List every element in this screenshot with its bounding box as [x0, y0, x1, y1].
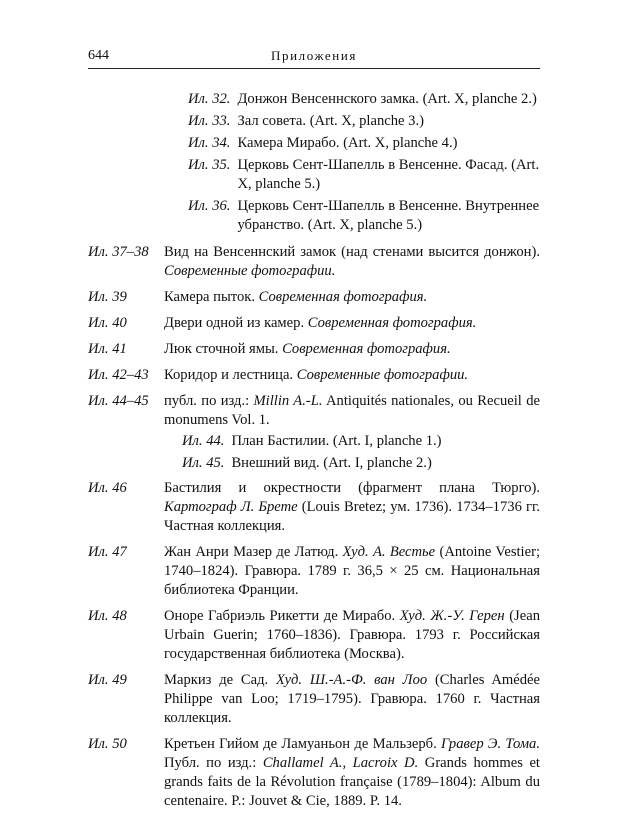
list-item [188, 156, 540, 194]
header-rule [88, 68, 540, 69]
item-text: Вид на Венсеннский замок (над стенами высится донжон). Современные фотографии. [164, 244, 540, 279]
illustration-list [88, 90, 540, 818]
item-text: План Бастилии. (Art. I, planche 1.) [231, 433, 442, 449]
item-text: Маркиз де Сад. Худ. Ш.-А.-Ф. ван Лоо (Charles Amédée Philippe van Loo; 1719–1795). Гравюра. 1760 г. Частная коллекция. [164, 672, 540, 726]
item-label: Ил. 44–45 [88, 393, 149, 409]
list-item [88, 366, 540, 385]
item-label: Ил. 32. [188, 91, 231, 107]
item-text: публ. по изд.: Millin A.-L. Antiquités nationales, ou Recueil de monumens Vol. 1. [164, 393, 540, 428]
item-text: Бастилия и окрестности (фрагмент плана Тюрго). Картограф Л. Брете (Louis Bretez; ум. 1736). 1734–1736 гг. Частная коллекция. [164, 480, 540, 534]
list-item [182, 454, 540, 473]
item-text: Кретьен Гийом де Ламуаньон де Мальзерб. Гравер Э. Тома. Публ. по изд.: Challamel A., Lacroix D. Grands hommes et grands faits de la Révolution française (1789–1804): Album du centenaire. P.: Jouvet & Cie, 1889. P. 14. [164, 736, 540, 809]
list-item [88, 243, 540, 281]
item-label: Ил. 50 [88, 736, 127, 752]
item-label: Ил. 45. [182, 455, 225, 471]
item-label: Ил. 40 [88, 315, 127, 331]
item-text: Жан Анри Мазер де Латюд. Худ. А. Вестье (Antoine Vestier; 1740–1824). Гравюра. 1789 г. 36,5 × 25 см. Национальная библиотека Франции. [164, 544, 540, 598]
item-text: Двери одной из камер. Современная фотография. [164, 315, 477, 331]
item-label: Ил. 49 [88, 672, 127, 688]
item-label: Ил. 47 [88, 544, 127, 560]
item-text: Оноре Габриэль Рикетти де Мирабо. Худ. Ж.-У. Герен (Jean Urbain Guerin; 1760–1836). Гравюра. 1793 г. Российская государственная библиотека (Москва). [164, 608, 540, 662]
item-label: Ил. 36. [188, 198, 231, 214]
item-label: Ил. 44. [182, 433, 225, 449]
list-item [188, 90, 540, 109]
list-item [88, 340, 540, 359]
item-label: Ил. 42–43 [88, 367, 149, 383]
list-item [188, 112, 540, 131]
item-text: Коридор и лестница. Современные фотографии. [164, 367, 469, 383]
item-text: Внешний вид. (Art. I, planche 2.) [231, 455, 432, 471]
list-item [88, 479, 540, 536]
item-label: Ил. 39 [88, 289, 127, 305]
item-label: Ил. 41 [88, 341, 127, 357]
item-text: Камера пыток. Современная фотография. [164, 289, 428, 305]
item-text: Люк сточной ямы. Современная фотография. [164, 341, 451, 357]
item-text: Церковь Сент-Шапелль в Венсенне. Фасад. (Art. X, planche 5.) [237, 157, 540, 192]
list-item [88, 314, 540, 333]
list-item [182, 432, 540, 451]
list-item [88, 392, 540, 473]
item-label: Ил. 37–38 [88, 244, 149, 260]
list-item [188, 134, 540, 153]
list-item [88, 671, 540, 728]
item-label: Ил. 35. [188, 157, 231, 173]
running-head: Приложения [271, 48, 357, 63]
item-text: Зал совета. (Art. X, planche 3.) [237, 113, 424, 129]
list-item [88, 288, 540, 307]
item-text: Камера Мирабо. (Art. X, planche 4.) [237, 135, 458, 151]
item-label: Ил. 33. [188, 113, 231, 129]
item-label: Ил. 46 [88, 480, 127, 496]
item-text: Церковь Сент-Шапелль в Венсенне. Внутреннее убранство. (Art. X, planche 5.) [237, 198, 540, 233]
list-item [88, 543, 540, 600]
list-item [188, 197, 540, 235]
list-item [88, 607, 540, 664]
item-label: Ил. 48 [88, 608, 127, 624]
page-number: 644 [88, 48, 109, 63]
item-text: Донжон Венсеннского замка. (Art. X, planche 2.) [237, 91, 537, 107]
item-label: Ил. 34. [188, 135, 231, 151]
page-header [88, 44, 540, 68]
